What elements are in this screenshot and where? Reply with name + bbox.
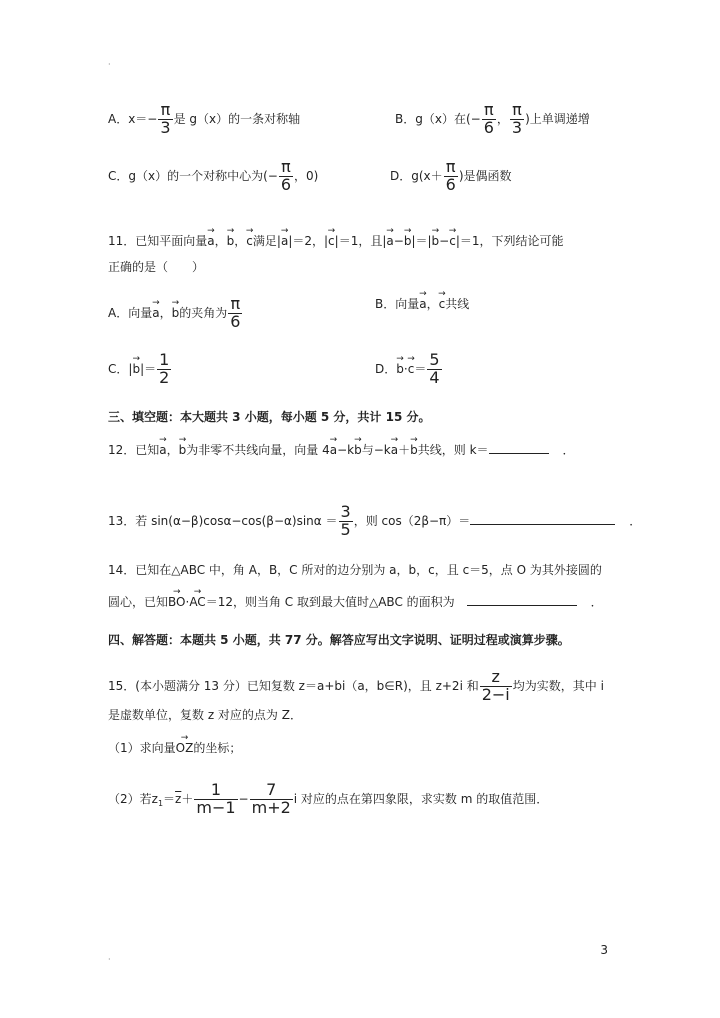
q10-option-d: D．g(x＋ $\frac{\pi}{6}$ )是偶函数: [390, 157, 512, 194]
answer-blank[interactable]: [470, 512, 615, 525]
q15-line1: 15．(本小题满分 13 分）已知复数 z＝a+bi（a，b∈R)，且 z+2i 和 $\frac{z}{2-i}$ 均为实数，其中 i: [108, 667, 604, 704]
q11-stem-line2: 正确的是（ ）: [108, 260, 205, 274]
fraction: $\frac{\pi}{6}$: [280, 157, 292, 194]
fraction: $\frac{\pi}{6}$: [230, 294, 241, 331]
fraction: $\frac{\pi}{6}$: [445, 157, 456, 194]
fraction: $\frac{1}{m-1}$: [196, 780, 236, 817]
fraction: $\frac{1}{2}$: [159, 350, 170, 387]
page-number: 3: [600, 943, 608, 957]
q15-line2: 是虚数单位，复数 z 对应的点为 Z．: [108, 708, 302, 722]
fraction: $\frac{5}{4}$: [429, 350, 440, 387]
q11-option-d: D．→ b·→ c＝ $\frac{5}{4}$: [375, 352, 443, 387]
answer-blank[interactable]: [489, 441, 549, 454]
fraction: $\frac{7}{m+2}$: [251, 780, 291, 817]
section-4-heading: 四、解答题：本题共 5 小题，共 77 分。解答应写出文字说明、证明过程或演算步骤。: [108, 633, 570, 647]
answer-blank[interactable]: [467, 593, 577, 606]
fraction: $\frac{z}{2-i}$: [481, 667, 510, 704]
fraction: $\frac{\pi}{6}$: [483, 100, 494, 137]
q14-line2: 圆心，已知→ BO·→ AC＝12，则当角 C 取到最大值时△ABC 的面积为 ．: [108, 593, 603, 610]
q12: 12．已知→ a，→ b为非零不共线向量，向量 4→ a−k→ b与−k→ a＋→ b共线，则 k＝ ．: [108, 441, 575, 458]
q14-line1: 14．已知在△ABC 中，角 A，B，C 所对的边分别为 a，b，c，且 c＝5，点 O 为其外接圆的: [108, 563, 602, 577]
q15-part2: （2）若$z_1=\overline{z}+$ $\frac{1}{m-1}$ − $\frac{7}{m+2}$ i 对应的点在第四象限，求实数 m 的取值范围．: [108, 780, 549, 817]
q10-option-b: B．g（x）在(− $\frac{\pi}{6}$ ， $\frac{\pi}{3}$ )上单调递增: [395, 100, 590, 137]
q13: 13．若 sin(α−β)cosα−cos(β−α)sinα ＝ $\frac{3}{5}$ ，则 cos（2β−π）＝ ．: [108, 502, 642, 539]
fraction: $\frac{\pi}{3}$: [511, 100, 523, 137]
q10-option-a: A．x＝− $\frac{\pi}{3}$ 是 g（x）的一条对称轴: [108, 100, 301, 137]
q11-option-a: A．向量→ a，→ b的夹角为 $\frac{\pi}{6}$: [108, 296, 243, 331]
q11-stem-line1: 11．已知平面向量→ a，→ b，→ c满足|→ a|＝2，|→ c|＝1，且|→ a−→ b|＝|→ b−→ c|＝1，下列结论可能: [108, 233, 564, 249]
q11-option-c: C．|→ b|＝ $\frac{1}{2}$: [108, 352, 172, 387]
q15-part1: （1）求向量→ OZ的坐标；: [108, 740, 241, 756]
q11-option-b: B．向量→ a，→ c共线: [375, 296, 469, 312]
fraction: $\frac{3}{5}$: [340, 502, 351, 539]
fraction: $\frac{\pi}{3}$: [160, 100, 171, 137]
section-3-heading: 三、填空题：本大题共 3 小题，每小题 5 分，共计 15 分。: [108, 410, 431, 424]
q10-option-c: C．g（x）的一个对称中心为(− $\frac{\pi}{6}$ ，0): [108, 157, 319, 194]
